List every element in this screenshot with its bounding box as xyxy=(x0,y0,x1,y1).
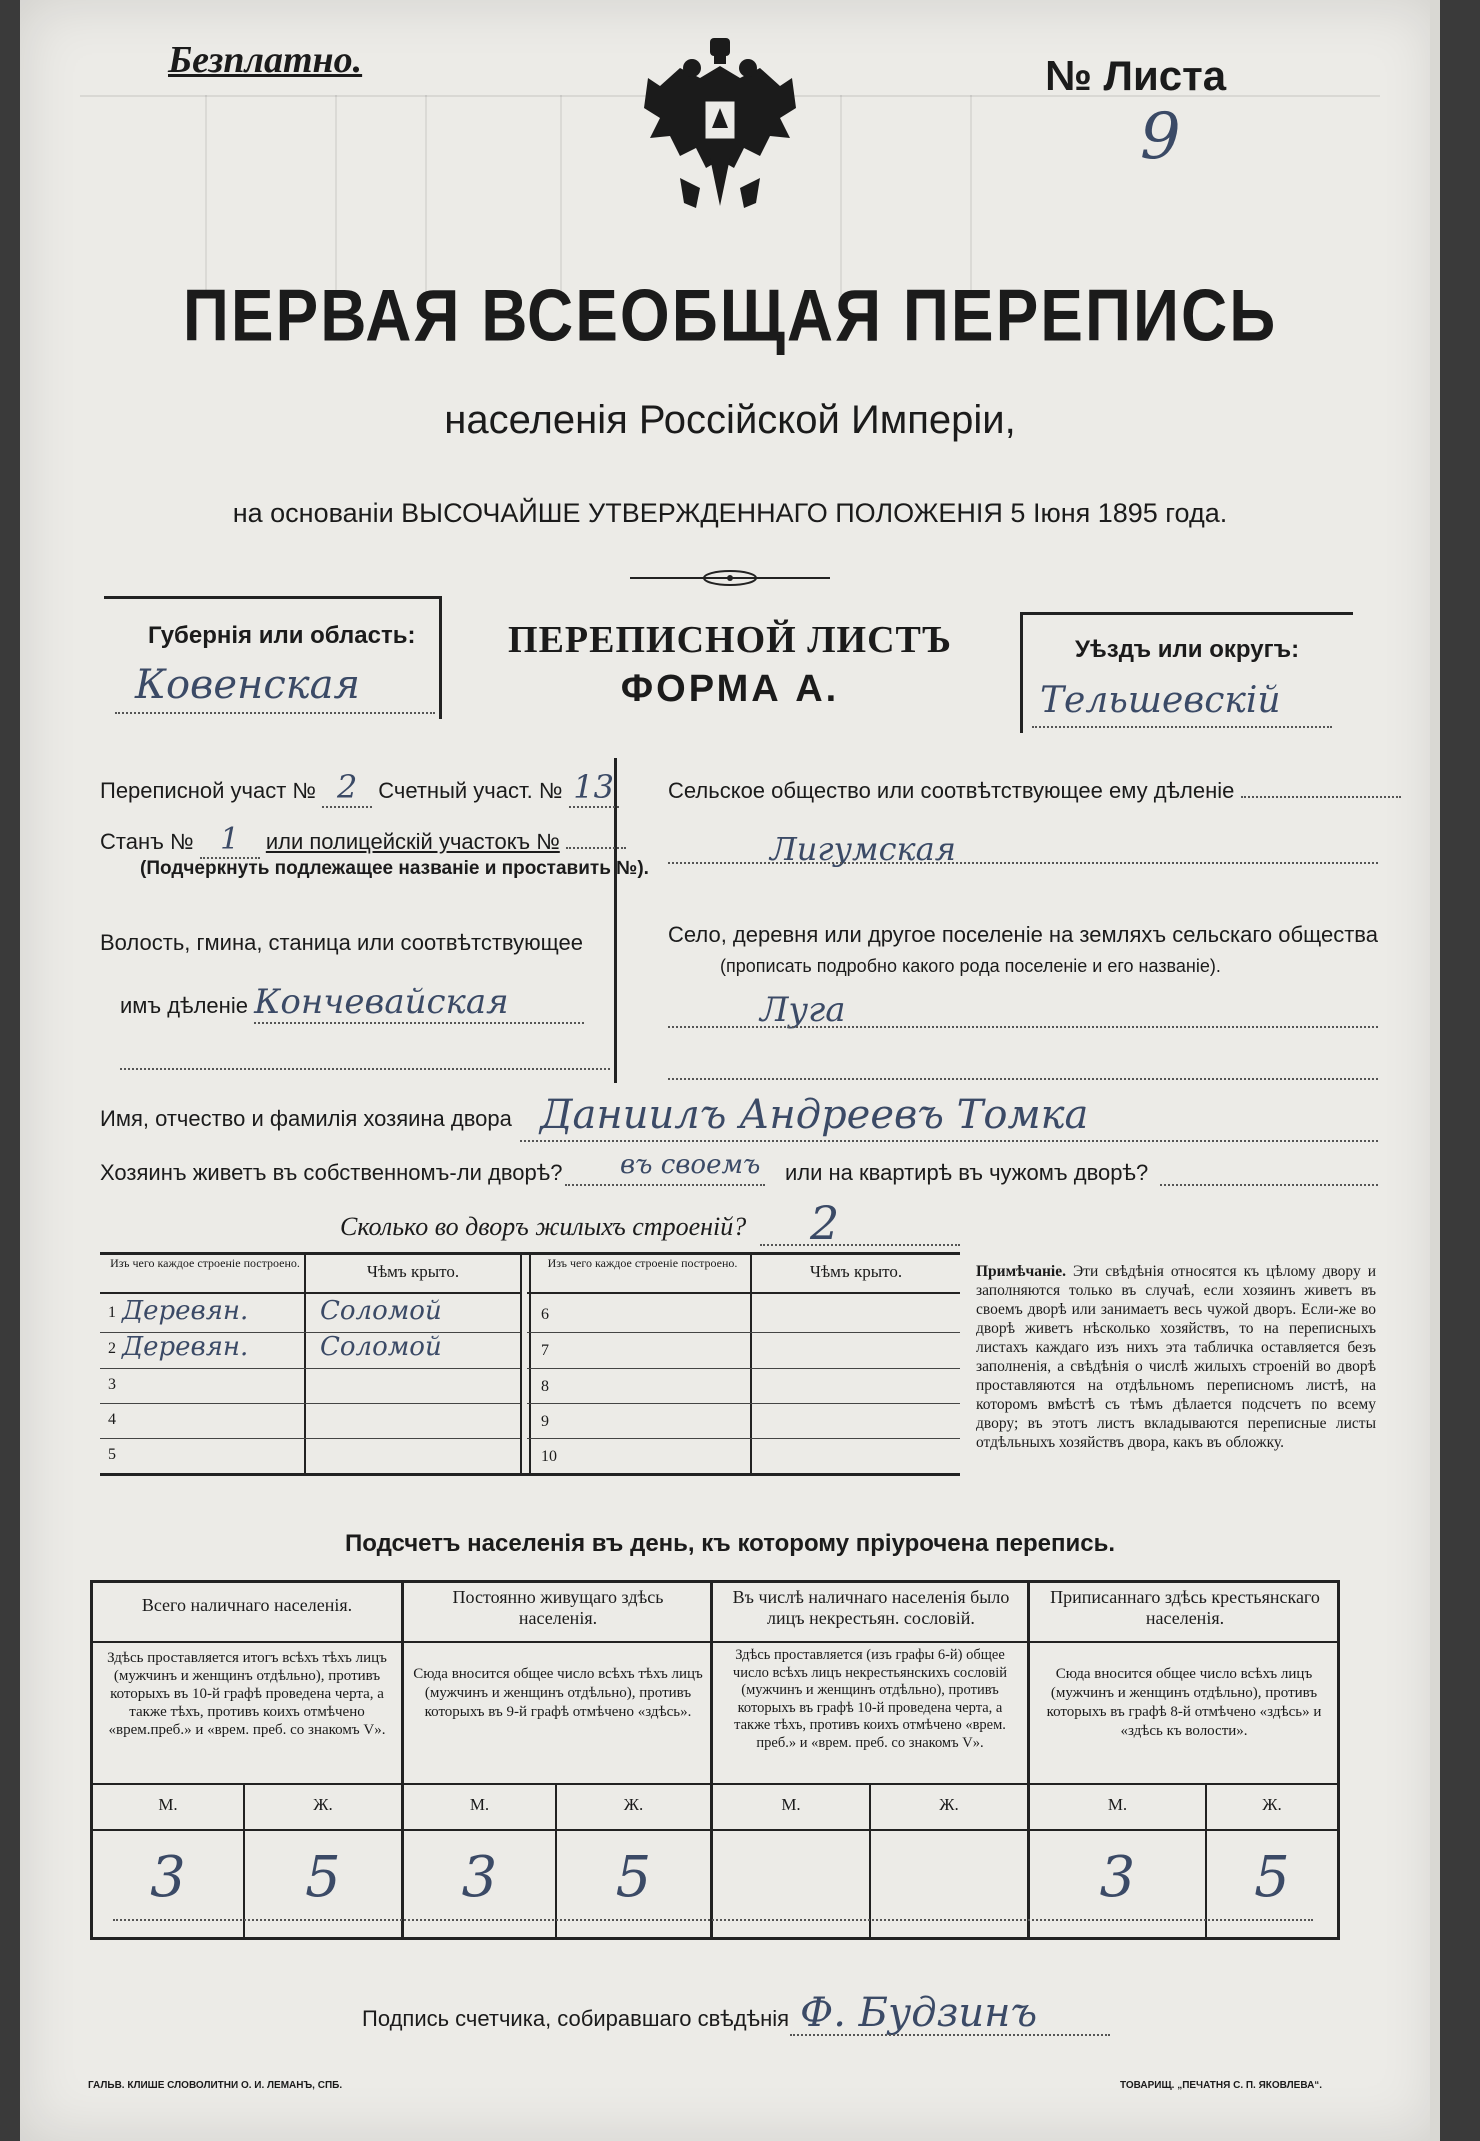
village-label: Село, деревня или другое поселеніе на земляхъ сельскаго общества xyxy=(668,922,1378,947)
sheet-number-value: 9 xyxy=(1140,100,1181,174)
pop-f-label: Ж. xyxy=(1262,1795,1282,1814)
society-value: Лигумская xyxy=(770,830,956,868)
police-label: или полицейскій участокъ № xyxy=(265,829,560,854)
pop-col1-head: Всего наличнаго населенія. xyxy=(141,1595,353,1615)
basis-line: на основаніи ВЫСОЧАЙШЕ УТВЕРЖДЕННАГО ПОЛОЖЕНІЯ 5 Іюня 1895 года. xyxy=(232,498,1228,528)
buildings-col-roof: Чѣмъ крыто. xyxy=(366,1262,460,1281)
pop-value-resident-f: 5 xyxy=(615,1845,652,1910)
building-row: 9 xyxy=(527,1403,960,1439)
count-value: 13 xyxy=(569,768,619,808)
district-label: Переписной участ № xyxy=(100,778,316,803)
pop-col4-desc: Сюда вносится общее число всѣхъ лицъ (мужчинъ и женщинъ отдѣльно), противъ которыхъ въ графѣ 8-й отмѣчено «здѣсь» и «здѣсь къ волости». xyxy=(1046,1666,1322,1739)
buildings-count-label: Сколько во дворъ жилыхъ строеній? xyxy=(340,1212,747,1241)
pop-col1-desc: Здѣсь проставляется итогъ всѣхъ тѣхъ лицъ (мужчинъ и женщинъ отдѣльно), противъ которыхъ въ 10-й графѣ проведена черта, а также тѣхъ, противъ коихъ отмѣчено «врем.преб.» и «врем. преб. со знакомъ V». xyxy=(107,1650,387,1738)
population-title: Подсчетъ населенія въ день, къ которому пріурочена перепись. xyxy=(345,1530,1115,1557)
note-text: Эти свѣдѣнія относятся къ цѣлому двору и заполняются только въ случаѣ, если хозяинъ живетъ въ своемъ дворѣ или занимаетъ весь чужой дворъ. Если-же во дворѣ живетъ нѣсколько хозяйствъ, то на переписныхъ листахъ каждаго изъ нихъ эта табличка оставляется безъ заполненія, а свѣдѣнія о числѣ жилыхъ строеній во дворѣ проставляются на отдѣльномъ переписномъ листѣ, на которомъ вмѣстѣ съ тѣмъ дѣлается подсчетъ по всему двору; въ этотъ листъ вкладываются переписные листы отдѣльныхъ хозяйствъ двора, какъ въ обложку. xyxy=(976,1263,1377,1451)
owner-row xyxy=(100,1106,512,1132)
pop-m-label: М. xyxy=(781,1795,801,1814)
footer-right: ТОВАРИЩ. „ПЕЧАТНЯ С. П. ЯКОВЛЕВА“. xyxy=(1120,2080,1323,2091)
volost-value: Кончевайская xyxy=(254,982,584,1024)
society-label: Сельское общество или соотвѣтствующее ему дѣленіе xyxy=(668,778,1235,803)
pop-value-registered-f: 5 xyxy=(1254,1845,1290,1910)
subtitle: населенія Россійской Имперіи, xyxy=(444,398,1016,442)
footer-left: ГАЛЬВ. КЛИШЕ СЛОВОЛИТНИ О. И. ЛЕМАНЪ, СПБ. xyxy=(88,2080,343,2091)
pop-value-registered-m: 3 xyxy=(1099,1845,1136,1910)
pop-value-total-m: 3 xyxy=(150,1845,186,1910)
own-label: Хозяинъ живетъ въ собственномъ-ли дворѣ? xyxy=(100,1160,563,1185)
building-row: 3 xyxy=(100,1368,520,1404)
building-row: 5 xyxy=(108,1446,116,1463)
main-title: ПЕРВАЯ ВСЕОБЩАЯ ПЕРЕПИСЬ xyxy=(182,273,1278,357)
pop-m-label: М. xyxy=(1107,1795,1128,1814)
building-row: 7 xyxy=(527,1332,960,1369)
form-title: ПЕРЕПИСНОЙ ЛИСТЪ xyxy=(508,619,952,661)
note-head: Примѣчаніе. xyxy=(976,1263,1066,1280)
count-label: Счетный участ. № xyxy=(378,778,563,803)
buildings-col-material: Изъ чего каждое строеніе построено. xyxy=(110,1256,300,1270)
buildings-col-material-2: Изъ чего каждое строеніе построено. xyxy=(547,1256,738,1270)
pop-col3-head: Въ числѣ наличнаго населенія было лицъ некрестьян. сословій. xyxy=(732,1587,1010,1628)
signature-value: Ф. Будзинъ xyxy=(800,1990,1038,2036)
stan-row xyxy=(100,822,626,859)
own-row xyxy=(100,1160,562,1186)
stan-label: Станъ № xyxy=(100,829,194,854)
buildings-col-roof-2: Чѣмъ крыто. xyxy=(809,1262,903,1281)
building-row: 6 xyxy=(527,1296,960,1333)
gubernia-label: Губернія или область: xyxy=(148,622,416,649)
pop-col3-desc: Здѣсь проставляется (изъ графы 6-й) общее число всѣхъ лицъ некрестьянскихъ сословій (мужчинъ и женщинъ отдѣльно), противъ которыхъ въ графѣ 10-й проведена черта, а также тѣхъ, противъ коихъ отмѣчено «врем. преб.» и «врем. преб. со знакомъ V». xyxy=(732,1647,1008,1751)
volost-line2: имъ дѣленіе xyxy=(120,993,248,1018)
uezd-value: Тельшевскій xyxy=(1040,680,1281,721)
pop-f-label: Ж. xyxy=(939,1795,959,1814)
rent-label: или на квартирѣ въ чужомъ дворѣ? xyxy=(785,1160,1149,1185)
building-row: 1 Деревян. Соломой xyxy=(100,1296,520,1333)
pop-value-resident-m: 3 xyxy=(461,1845,498,1910)
pop-col2-head: Постоянно живущаго здѣсь населенія. xyxy=(452,1587,664,1628)
imperial-eagle-icon xyxy=(640,38,800,218)
sheet-number-label: № Листа xyxy=(1045,52,1227,99)
uezd-label: Уѣздъ или округъ: xyxy=(1075,636,1300,663)
signature-label: Подпись счетчика, собиравшаго свѣдѣнія xyxy=(362,2006,790,2031)
pop-f-label: Ж. xyxy=(623,1795,644,1814)
pop-value-total-f: 5 xyxy=(305,1845,341,1910)
district-value: 2 xyxy=(322,768,372,808)
buildings-note xyxy=(976,1262,1376,1452)
buildings-count-value: 2 xyxy=(810,1196,840,1250)
census-sheet xyxy=(20,0,1440,2141)
village-value: Луга xyxy=(760,990,846,1030)
society-row xyxy=(668,778,1401,804)
building-row: 10 xyxy=(541,1448,557,1465)
buildings-table xyxy=(100,1252,960,1476)
pop-col4-head: Приписаннаго здѣсь крестьянскаго населенія. xyxy=(1050,1587,1320,1628)
district-row xyxy=(100,768,619,808)
volost-row xyxy=(120,982,584,1024)
own-value: въ своемъ xyxy=(620,1150,761,1180)
stan-value: 1 xyxy=(200,822,260,859)
volost-line1: Волость, гмина, станица или соотвѣтствующее xyxy=(100,930,583,955)
pop-col2-desc: Сюда вносится общее число всѣхъ тѣхъ лицъ (мужчинъ и женщинъ отдѣльно), противъ которыхъ въ 9-й графѣ отмѣчено «здѣсь». xyxy=(413,1666,703,1720)
pop-m-label: М. xyxy=(469,1795,490,1814)
gubernia-value: Ковенская xyxy=(135,662,360,708)
stan-note: (Подчеркнуть подлежащее названіе и проставить №). xyxy=(140,858,649,879)
pop-f-label: Ж. xyxy=(313,1795,333,1814)
ornament-divider-icon xyxy=(630,568,830,588)
population-table xyxy=(90,1580,1340,1940)
building-row: 8 xyxy=(527,1368,960,1404)
owner-label: Имя, отчество и фамилія хозяина двора xyxy=(100,1106,512,1131)
pop-m-label: М. xyxy=(158,1795,178,1814)
free-label: Безплатно. xyxy=(168,39,363,81)
building-row: 2 Деревян. Соломой xyxy=(100,1332,520,1369)
owner-value: Даниилъ Андреевъ Томка xyxy=(540,1092,1089,1138)
village-note: (прописать подробно какого рода поселеніе и его названіе). xyxy=(720,956,1221,976)
building-row: 4 xyxy=(100,1403,520,1439)
form-subtitle: ФОРМА А. xyxy=(620,668,840,710)
